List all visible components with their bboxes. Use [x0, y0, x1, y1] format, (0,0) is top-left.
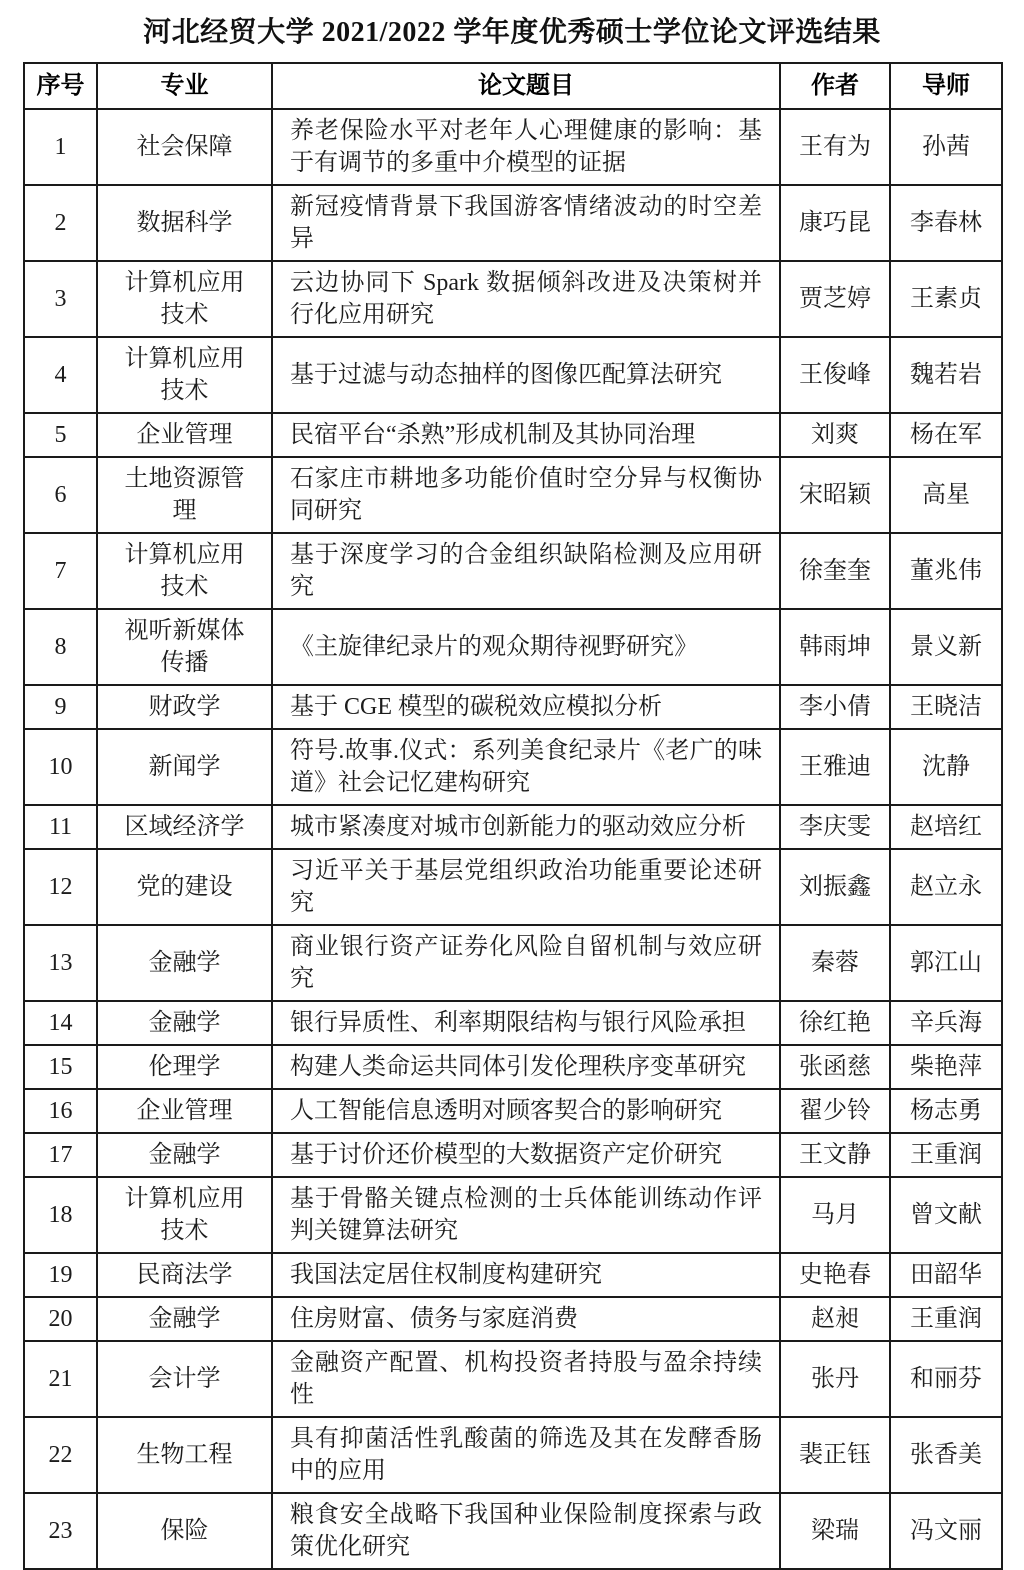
cell-advisor: 曾文献 [890, 1177, 1002, 1253]
cell-thesis: 城市紧凑度对城市创新能力的驱动效应分析 [272, 805, 780, 849]
cell-major: 金融学 [97, 1133, 272, 1177]
cell-author: 王雅迪 [780, 729, 890, 805]
cell-thesis: 构建人类命运共同体引发伦理秩序变革研究 [272, 1045, 780, 1089]
cell-no: 12 [24, 849, 97, 925]
cell-thesis: 养老保险水平对老年人心理健康的影响：基于有调节的多重中介模型的证据 [272, 109, 780, 185]
cell-author: 梁瑞 [780, 1493, 890, 1569]
cell-major: 企业管理 [97, 413, 272, 457]
table-row [24, 1253, 1002, 1297]
cell-author: 赵昶 [780, 1297, 890, 1341]
cell-major: 金融学 [97, 925, 272, 1001]
cell-thesis: 《主旋律纪录片的观众期待视野研究》 [272, 609, 780, 685]
cell-advisor: 和丽芬 [890, 1341, 1002, 1417]
header-advisor: 导师 [890, 63, 1002, 109]
cell-advisor: 柴艳萍 [890, 1045, 1002, 1089]
table-row [24, 1493, 1002, 1569]
cell-thesis: 我国法定居住权制度构建研究 [272, 1253, 780, 1297]
header-no: 序号 [24, 63, 97, 109]
cell-author: 刘爽 [780, 413, 890, 457]
cell-major: 计算机应用技术 [97, 337, 272, 413]
cell-no: 21 [24, 1341, 97, 1417]
cell-thesis: 基于 CGE 模型的碳税效应模拟分析 [272, 685, 780, 729]
cell-thesis: 符号.故事.仪式：系列美食纪录片《老广的味道》社会记忆建构研究 [272, 729, 780, 805]
cell-advisor: 孙茜 [890, 109, 1002, 185]
cell-author: 张函慈 [780, 1045, 890, 1089]
cell-no: 1 [24, 109, 97, 185]
cell-no: 9 [24, 685, 97, 729]
cell-advisor: 魏若岩 [890, 337, 1002, 413]
cell-advisor: 张香美 [890, 1417, 1002, 1493]
cell-thesis: 商业银行资产证券化风险自留机制与效应研究 [272, 925, 780, 1001]
cell-no: 16 [24, 1089, 97, 1133]
cell-advisor: 杨志勇 [890, 1089, 1002, 1133]
table-row [24, 457, 1002, 533]
cell-thesis: 云边协同下 Spark 数据倾斜改进及决策树并行化应用研究 [272, 261, 780, 337]
cell-advisor: 王素贞 [890, 261, 1002, 337]
cell-author: 王有为 [780, 109, 890, 185]
table-row [24, 1177, 1002, 1253]
table-row [24, 1341, 1002, 1417]
cell-advisor: 冯文丽 [890, 1493, 1002, 1569]
cell-advisor: 辛兵海 [890, 1001, 1002, 1045]
cell-thesis: 银行异质性、利率期限结构与银行风险承担 [272, 1001, 780, 1045]
cell-major: 计算机应用技术 [97, 261, 272, 337]
cell-major: 区域经济学 [97, 805, 272, 849]
table-row [24, 533, 1002, 609]
cell-major: 企业管理 [97, 1089, 272, 1133]
table-row [24, 413, 1002, 457]
cell-advisor: 王晓洁 [890, 685, 1002, 729]
cell-advisor: 景义新 [890, 609, 1002, 685]
table-row [24, 1001, 1002, 1045]
cell-thesis: 具有抑菌活性乳酸菌的筛选及其在发酵香肠中的应用 [272, 1417, 780, 1493]
cell-author: 康巧昆 [780, 185, 890, 261]
cell-advisor: 王重润 [890, 1133, 1002, 1177]
cell-no: 4 [24, 337, 97, 413]
cell-advisor: 董兆伟 [890, 533, 1002, 609]
cell-author: 刘振鑫 [780, 849, 890, 925]
cell-no: 2 [24, 185, 97, 261]
header-thesis: 论文题目 [272, 63, 780, 109]
table-row [24, 1297, 1002, 1341]
table-row [24, 849, 1002, 925]
table-row [24, 1045, 1002, 1089]
table-row [24, 925, 1002, 1001]
cell-thesis: 金融资产配置、机构投资者持股与盈余持续性 [272, 1341, 780, 1417]
cell-no: 5 [24, 413, 97, 457]
cell-author: 王文静 [780, 1133, 890, 1177]
cell-no: 17 [24, 1133, 97, 1177]
cell-major: 社会保障 [97, 109, 272, 185]
cell-author: 李小倩 [780, 685, 890, 729]
table-header-row [24, 63, 1002, 109]
cell-thesis: 石家庄市耕地多功能价值时空分异与权衡协同研究 [272, 457, 780, 533]
cell-advisor: 杨在军 [890, 413, 1002, 457]
cell-thesis: 基于讨价还价模型的大数据资产定价研究 [272, 1133, 780, 1177]
cell-author: 史艳春 [780, 1253, 890, 1297]
cell-major: 民商法学 [97, 1253, 272, 1297]
table-row [24, 609, 1002, 685]
cell-no: 8 [24, 609, 97, 685]
cell-thesis: 民宿平台“杀熟”形成机制及其协同治理 [272, 413, 780, 457]
cell-no: 20 [24, 1297, 97, 1341]
cell-major: 计算机应用技术 [97, 533, 272, 609]
cell-advisor: 沈静 [890, 729, 1002, 805]
cell-no: 14 [24, 1001, 97, 1045]
cell-author: 裴正钰 [780, 1417, 890, 1493]
cell-thesis: 基于骨骼关键点检测的士兵体能训练动作评判关键算法研究 [272, 1177, 780, 1253]
cell-thesis: 习近平关于基层党组织政治功能重要论述研究 [272, 849, 780, 925]
cell-major: 土地资源管理 [97, 457, 272, 533]
cell-author: 马月 [780, 1177, 890, 1253]
cell-major: 金融学 [97, 1297, 272, 1341]
cell-major: 保险 [97, 1493, 272, 1569]
cell-author: 宋昭颖 [780, 457, 890, 533]
cell-no: 18 [24, 1177, 97, 1253]
table-row [24, 685, 1002, 729]
cell-author: 翟少铃 [780, 1089, 890, 1133]
cell-advisor: 王重润 [890, 1297, 1002, 1341]
cell-thesis: 人工智能信息透明对顾客契合的影响研究 [272, 1089, 780, 1133]
cell-author: 贾芝婷 [780, 261, 890, 337]
table-row [24, 1089, 1002, 1133]
cell-thesis: 住房财富、债务与家庭消费 [272, 1297, 780, 1341]
table-row [24, 805, 1002, 849]
cell-no: 11 [24, 805, 97, 849]
cell-major: 视听新媒体传播 [97, 609, 272, 685]
cell-thesis: 粮食安全战略下我国种业保险制度探索与政策优化研究 [272, 1493, 780, 1569]
cell-major: 党的建设 [97, 849, 272, 925]
table-row [24, 261, 1002, 337]
cell-no: 15 [24, 1045, 97, 1089]
cell-major: 数据科学 [97, 185, 272, 261]
table-row [24, 337, 1002, 413]
cell-major: 财政学 [97, 685, 272, 729]
cell-author: 韩雨坤 [780, 609, 890, 685]
table-row [24, 1417, 1002, 1493]
cell-author: 李庆雯 [780, 805, 890, 849]
cell-major: 伦理学 [97, 1045, 272, 1089]
cell-no: 3 [24, 261, 97, 337]
cell-no: 10 [24, 729, 97, 805]
table-body [24, 109, 1002, 1569]
cell-advisor: 郭江山 [890, 925, 1002, 1001]
cell-thesis: 基于深度学习的合金组织缺陷检测及应用研究 [272, 533, 780, 609]
table-row [24, 1133, 1002, 1177]
table-row [24, 185, 1002, 261]
cell-no: 6 [24, 457, 97, 533]
cell-major: 会计学 [97, 1341, 272, 1417]
cell-author: 张丹 [780, 1341, 890, 1417]
cell-major: 金融学 [97, 1001, 272, 1045]
cell-no: 7 [24, 533, 97, 609]
cell-no: 13 [24, 925, 97, 1001]
cell-major: 新闻学 [97, 729, 272, 805]
cell-author: 王俊峰 [780, 337, 890, 413]
cell-author: 徐奎奎 [780, 533, 890, 609]
cell-author: 徐红艳 [780, 1001, 890, 1045]
header-author: 作者 [780, 63, 890, 109]
cell-advisor: 赵立永 [890, 849, 1002, 925]
cell-no: 23 [24, 1493, 97, 1569]
cell-no: 22 [24, 1417, 97, 1493]
cell-major: 生物工程 [97, 1417, 272, 1493]
cell-advisor: 李春林 [890, 185, 1002, 261]
table-row [24, 729, 1002, 805]
header-major: 专业 [97, 63, 272, 109]
cell-advisor: 田韶华 [890, 1253, 1002, 1297]
table-row [24, 109, 1002, 185]
results-table [23, 62, 1003, 1570]
cell-author: 秦蓉 [780, 925, 890, 1001]
page-title: 河北经贸大学 2021/2022 学年度优秀硕士学位论文评选结果 [143, 17, 881, 48]
cell-thesis: 新冠疫情背景下我国游客情绪波动的时空差异 [272, 185, 780, 261]
cell-advisor: 高星 [890, 457, 1002, 533]
cell-no: 19 [24, 1253, 97, 1297]
cell-thesis: 基于过滤与动态抽样的图像匹配算法研究 [272, 337, 780, 413]
cell-major: 计算机应用技术 [97, 1177, 272, 1253]
cell-advisor: 赵培红 [890, 805, 1002, 849]
